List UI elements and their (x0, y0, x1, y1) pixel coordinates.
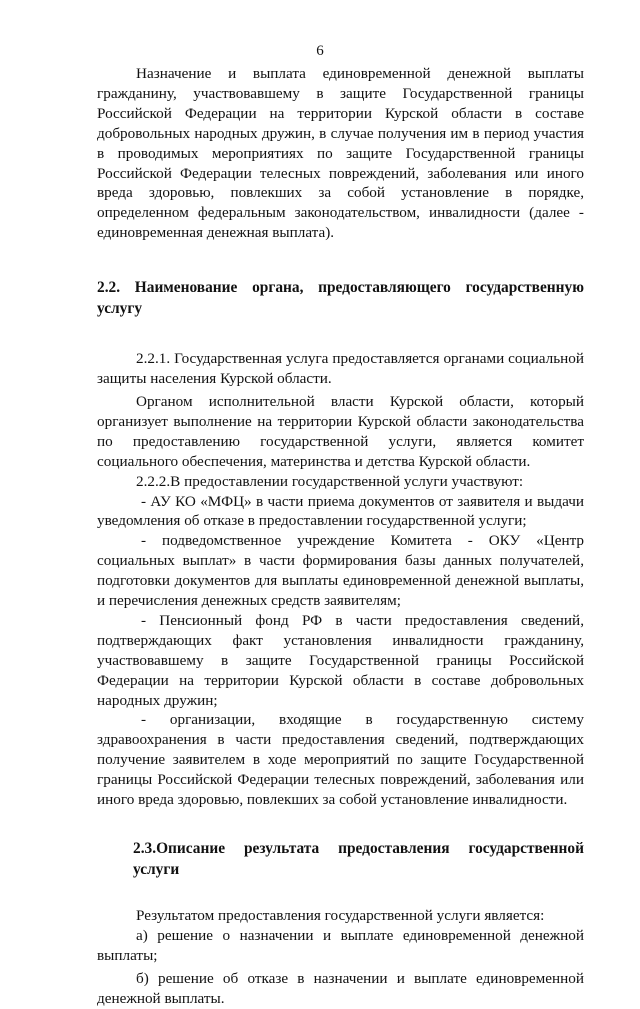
section-2-3-heading: 2.3.Описание результата предоставления государственной услуги (133, 840, 584, 878)
intro-paragraph: Назначение и выплата единовременной денежной выплаты гражданину, участвовавшему в защите Государственной границы Российской Федерации на территории Курской области в составе добровольных народных дружин, в случае получения им в период участия в проводимых мероприятиях по защите Государственной границы Российской Федерации телесных повреждений, заболевания или иного вреда здоровью, повлекших за собой установление в порядке, определенном федеральным законодательством, инвалидности (далее - единовременная денежная выплата). (97, 65, 584, 242)
section-2-2-paragraph-2: Органом исполнительной власти Курской области, который организует выполнение на территории Курской области законодательства по предоставлению государственной услуги, является комитет социального обеспечения, материнства и детства Курской области. (97, 392, 584, 470)
section-2-2-paragraph-7: - организации, входящие в государственную систему здравоохранения в части предоставления сведений, подтверждающих получение заявителем в ходе мероприятий по защите Государственной границы Российской Федерации телесных повреждений, заболевания или иного вреда здоровью, повлекших за собой установление инвалидности. (97, 711, 584, 809)
section-2-3-paragraph-2: а) решение о назначении и выплате единовременной денежной выплаты; (97, 926, 584, 964)
section-2-2-paragraph-6: - Пенсионный фонд РФ в части предоставления сведений, подтверждающих факт установления инвалидности гражданину, участвовавшему в защите Государственной границы Российской Федерации на территории Курской области в составе добровольных народных дружин; (97, 611, 584, 709)
section-2-2-paragraph-5: - подведомственное учреждение Комитета - ОКУ «Центр социальных выплат» в части формирования базы данных получателей, подготовки документов для выплаты единовременной денежной выплаты, и перечисления денежных средств заявителям; (97, 532, 584, 610)
section-2-2-heading: 2.2. Наименование органа, предоставляющего государственную услугу (97, 279, 584, 318)
section-2-3-paragraph-1: Результатом предоставления государственной услуги является: (136, 907, 545, 924)
section-2-2-paragraph-3: 2.2.2.В предоставлении государственной услуги участвуют: (136, 472, 524, 490)
section-2-3-paragraph-3: б) решение об отказе в назначении и выплате единовременной денежной выплаты. (97, 969, 584, 1007)
page-number: 6 (316, 43, 324, 59)
section-2-2-paragraph-1: 2.2.1. Государственная услуга предоставляется органами социальной защиты населения Курской области. (97, 350, 584, 388)
document-body (97, 64, 584, 1009)
section-2-2-paragraph-4: - АУ КО «МФЦ» в части приема документов от заявителя и выдачи уведомления об отказе в предоставлении государственной услуги; (97, 492, 584, 530)
